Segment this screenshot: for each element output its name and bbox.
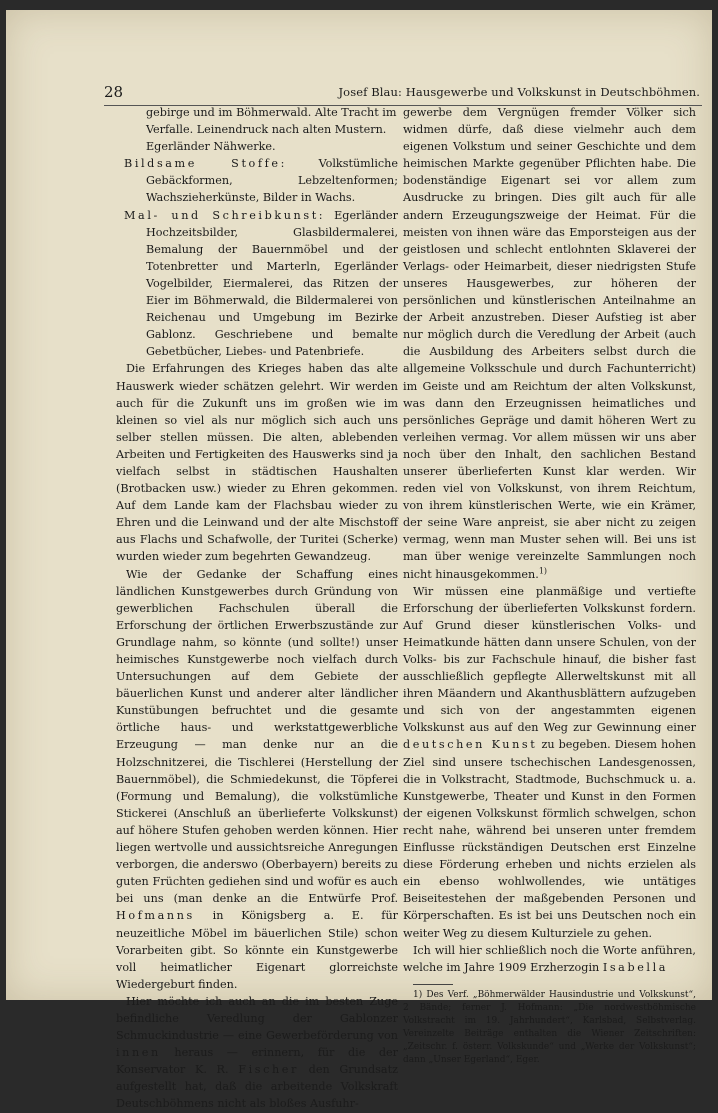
paragraph <box>403 104 696 583</box>
left-column <box>116 104 398 1113</box>
running-title: Josef Blau: Hausgewerbe und Volkskunst in Deutschböhmen. <box>338 85 700 99</box>
item-text: Volkstümliche Gebäckformen, Lebzeltenformen; Wachszieherkünste, Bilder in Wachs. <box>146 157 399 205</box>
paragraph-text: Hier möchte ich auch an die im besten Zuge befindliche Veredlung der Gablonzer Schmuckindustrie — eine Gewerbeförderung von <box>116 994 398 1043</box>
continuation-line-3: Egerländer Nähwerke. <box>146 140 276 154</box>
person-name: Isabella <box>602 960 669 974</box>
paragraph-text: heraus — erinnern, für die der Konservator K. R. <box>116 1046 398 1077</box>
paragraph <box>403 942 696 976</box>
paragraph <box>403 583 696 942</box>
paragraph <box>116 566 398 993</box>
paragraph-text: gewerbe dem Vergnügen fremder Völker sich widmen dürfe, daß diese vielmehr auch dem eigenen Volkstum und seiner Geschichte und dem heimischen Markte gegenüber Pflichten habe. Die bodenständige Eigenart sei vor allem zum Ausdrucke zu bringen. Dies gilt auch für alle andern Erzeugungszweige der Heimat. Für die meisten von ihnen wäre das Emporsteigen aus der geistlosen und schlecht entlohnten Sklaverei der Verlags- oder Heimarbeit, dieser niedrigsten Stufe unseres Hausgewerbes, zur höheren der persönlichen und künstlerischen Anteilnahme an der Arbeit anzustreben. Dieser Aufstieg ist aber nur möglich durch die Veredlung der Arbeit (auch die Ausbildung des Arbeiters selbst durch die allgemeine Volksschule und durch Fachunterricht) im Geiste und am Reichtum der alten Volkskunst, was dann den Erzeugnissen heimatliches und persönliches Gepräge und damit höheren Wert zu verleihen vermag. Vor allem müssen wir uns aber noch über den Inhalt, den sachlichen Bestand unserer überlieferten Kunst klar werden. Wir reden viel von Volkskunst, von ihrem Reichtum, von ihrem künstlerischen Werte, wie ein Krämer, der seine Ware anpreist, sie aber nicht zu zeigen vermag, wenn man Muster sehen will. Bei uns ist man über wenige vereinzelte Sammlungen noch nicht hinausgekommen. <box>403 106 696 581</box>
right-column <box>403 104 696 1067</box>
paragraph-text: in Königsberg a. E. für neuzeitliche Möbel im bäuerlichen Stile) schon Vorarbeiten gibt. So könnte ein Kunstgewerbe voll heimatlicher Eigenart glorreichste Wiedergeburt finden. <box>116 909 399 991</box>
list-item-mal-und-schreibkunst <box>116 207 398 361</box>
paragraph <box>116 993 398 1113</box>
paragraph-text: Wir müssen eine planmäßige und vertiefte Erforschung der überlieferten Volkskunst fordern. Auf Grund dieser künstlerischen Volks- und Heimatkunde hätten dann unsere Schulen, von der Volks- bis zur Fachschule hinauf, die bisher fast ausschließlich gepflegte Allerweltskunst mit all ihren Mäandern und Akanthusblättern aufzugeben und sich von der angestammten eigenen Volkskunst aus auf den Weg zur Gewinnung einer <box>403 584 696 735</box>
continuation-line-2: Verfalle. Leinendruck nach alten Mustern. <box>146 123 387 137</box>
paragraph: Die Erfahrungen des Krieges haben das alte Hauswerk wieder schätzen gelehrt. Wir werden auch für die Zukunft uns im großen wie im kleinen so viel als nur möglich sich auch uns selber stellen müssen. Die alten, ablebenden Arbeiten und Fertigkeiten des Hauswerks sind ja vielfach selbst in städtischen Haushalten (Brotbacken usw.) wieder zu Ehren gekommen. Auf dem Lande kam der Flachsbau wieder zu Ehren und die Leinwand und der alte Mischstoff aus Flachs und Schafwolle, der Turitei (Scherke) wurden wieder zum begehrten Gewandzeug. <box>116 362 398 564</box>
paragraph-text: zu begeben. Diesem hohen Ziel sind unsere tschechischen Landesgenossen, die in Volkstracht, Stadtmode, Buchschmuck u. a. Kunstgewerbe, Theater und Kunst in den Formen der eigenen Volkskunst förmlich schwelgen, schon recht nahe, während bei unseren unter fremdem Einflusse rückständigen Deutschen erst Einzelne diese Förderung erheben und nichts erzielen als ein ebenso wohlwollendes, wie untätiges Beiseitestehen der maßgebenden Personen und Körperschaften. Es ist bei uns Deutschen noch ein weiter Weg zu diesem Kulturziele zu gehen. <box>403 738 696 940</box>
paragraph-text: Wie der Gedanke der Schaffung eines ländlichen Kunstgewerbes durch Gründung von gewerblichen Fachschulen überall die Erforschung der örtlichen Erwerbszustände zur Grundlage nahm, so könnte (und sollte!) unser heimisches Kunstgewerbe noch vielfach durch Untersuchungen auf dem Gebiete der bäuerlichen Kunst und anderer alter ländlicher Kunstübungen befruchtet und die gesamte örtliche haus- und werkstattgewerbliche Erzeugung — man denke nur an die Holzschnitzerei, die Tischlerei (Herstellung der Bauernmöbel), die Schmiedekunst, die Töpferei (Formung und Bemalung), die volkstümliche Stickerei (Anschluß an überlieferte Volkskunst) auf höhere Stufen gehoben werden können. Hier liegen wertvolle und aussichtsreiche Anregungen verborgen, die anderswo (Oberbayern) bereits zu guten Früchten gediehen sind und wofür es auch bei uns (man denke an die Entwürfe Prof. <box>116 567 398 906</box>
footnote-divider <box>413 984 453 985</box>
page-number: 28 <box>104 83 124 101</box>
continuation-line-1: gebirge und im Böhmerwald. Alte Tracht im <box>146 106 397 119</box>
person-name: Hofmanns <box>116 909 195 923</box>
emphasis-word: innen <box>116 1046 161 1060</box>
person-name: Fischer <box>238 1063 299 1077</box>
item-text: Egerländer Hochzeitsbilder, Glasbildermalerei, Bemalung der Bauernmöbel und der Totenbretter und Marterln, Egerländer Vogelbilder, Eiermalerei, das Ritzen der Eier im Böhmerwald, die Bildermalerei von Reichenau und Umgebung im Bezirke Gablonz. Geschriebene und bemalte Gebetbücher, Liebes- und Patenbriefe. <box>146 208 398 359</box>
footnote-marker: 1) <box>538 565 548 575</box>
list-item-bildsame-stoffe <box>116 155 398 206</box>
paragraph-text: den Grundsatz aufgestellt hat, daß die arbeitende Volkskraft Deutschböhmens nicht als bloßes Ausfuhr- <box>116 1063 398 1111</box>
item-term: Bildsame Stoffe: <box>124 157 287 171</box>
paragraph-text: Ich will hier schließlich noch die Worte anführen, welche im Jahre 1909 Erzherzogin <box>403 943 696 974</box>
emphasis-phrase: deutschen Kunst <box>403 738 538 752</box>
item-term: Mal- und Schreibkunst: <box>124 208 326 222</box>
footnote: 1) Des Verf. „Böhmerwälder Hausindustrie und Volkskunst“, 2 Bände; ferner J. Hofmann: „Die nordwestböhmische Volkstracht im 19. Jahrhundert“, Karlsbad, Selbstverlag. Vereinzelte Beiträge enthalten die Wiener Zeitschriften: „Zeitschr. f. österr. Volkskunde“ und „Werke der Volkskunst“; dann „Unser Egerland“, Eger. <box>403 989 696 1065</box>
page-header <box>104 83 702 106</box>
